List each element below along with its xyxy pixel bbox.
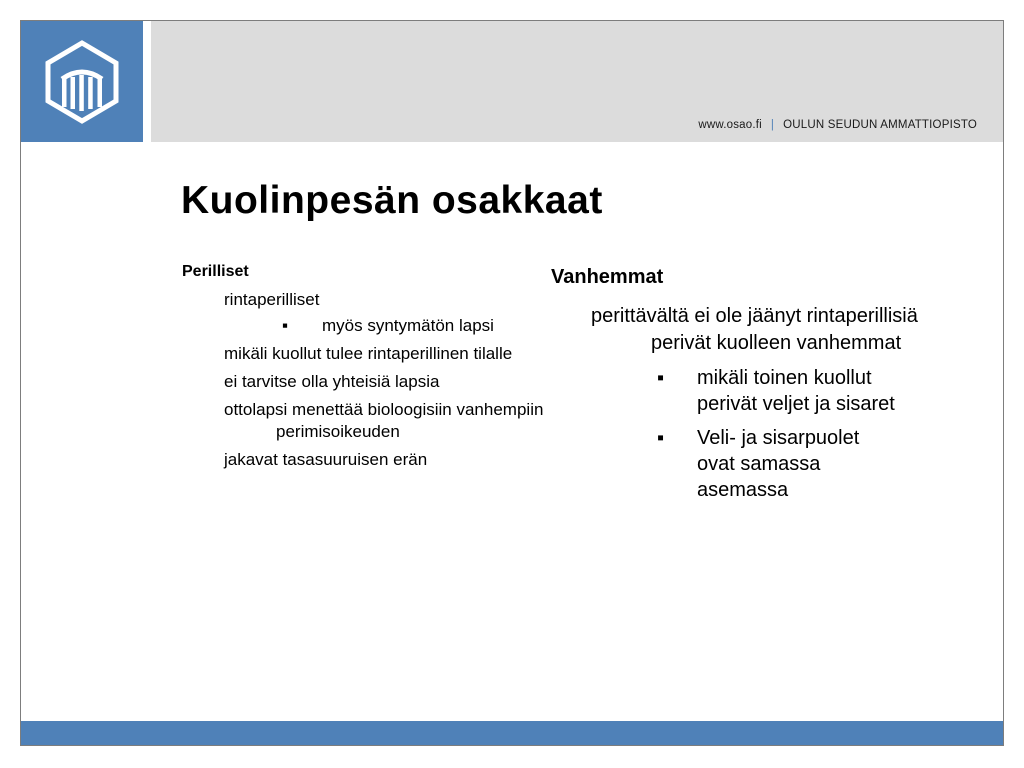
logo-panel xyxy=(21,21,143,142)
left-item: ei tarvitse olla yhteisiä lapsia xyxy=(224,372,440,391)
footer-band xyxy=(21,721,1003,745)
left-bullet xyxy=(282,315,522,337)
slide-title: Kuolinpesän osakkaat xyxy=(181,179,603,222)
left-heading: Perilliset xyxy=(182,263,249,280)
left-item: ottolapsi menettää bioloogisiin vanhempiin perimisoikeuden xyxy=(224,400,544,441)
slide xyxy=(20,20,1004,746)
oulu-college-logo-icon xyxy=(21,21,143,142)
left-item: jakavat tasasuuruisen erän xyxy=(224,450,428,469)
right-bullet xyxy=(657,365,897,417)
bullet-mark: ▪ xyxy=(657,367,665,389)
logo-gap xyxy=(143,21,151,142)
right-bullet xyxy=(657,425,897,503)
bullet-mark: ▪ xyxy=(657,427,665,449)
header-info xyxy=(698,119,977,131)
left-column xyxy=(182,261,542,471)
left-item: mikäli kuollut tulee rintaperillinen tilalle xyxy=(224,344,513,363)
website-text: www.osao.fi xyxy=(698,119,762,131)
right-column xyxy=(551,263,971,503)
header-separator: | xyxy=(770,119,775,131)
right-heading: Vanhemmat xyxy=(551,266,664,288)
organization-name: OULUN SEUDUN AMMATTIOPISTO xyxy=(783,119,977,131)
left-bullet-text: myös syntymätön lapsi xyxy=(322,316,494,335)
bullet-mark: ▪ xyxy=(282,316,289,335)
left-item: rintaperilliset xyxy=(224,290,320,309)
right-bullet-text: Veli- ja sisarpuolet ovat samassa asemassa xyxy=(697,427,860,501)
right-item: perittävältä ei ole jäänyt rintaperillisiä perivät kuolleen vanhemmat xyxy=(591,305,918,354)
right-bullet-text: mikäli toinen kuollut perivät veljet ja sisaret xyxy=(697,367,895,415)
